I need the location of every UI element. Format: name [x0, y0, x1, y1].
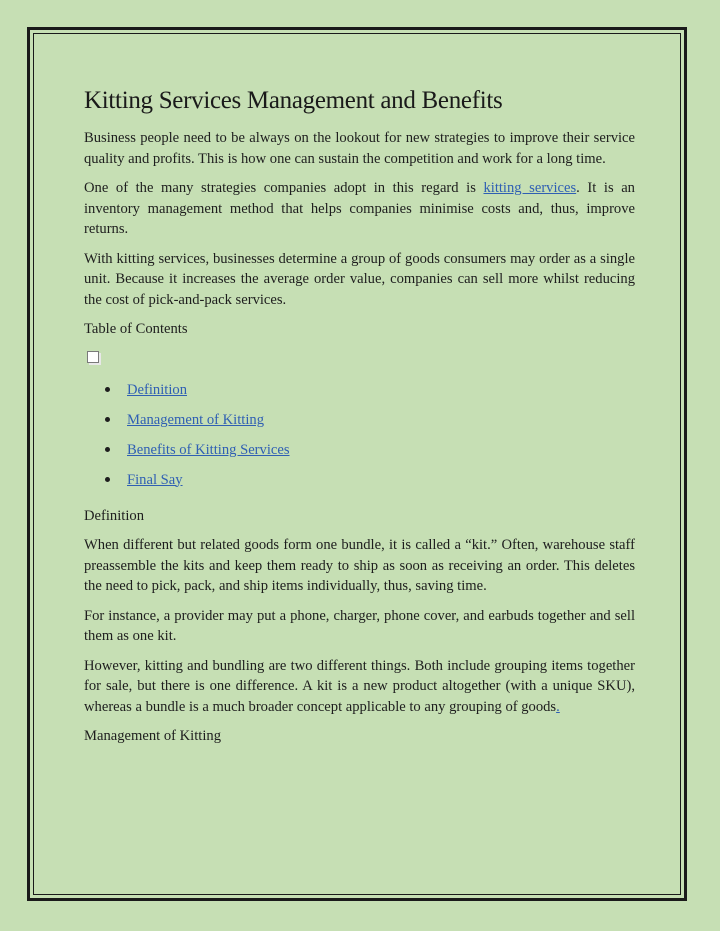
strategy-text-before: One of the many strategies companies adopt in this regard is [84, 180, 484, 196]
toc-link-benefits[interactable]: Benefits of Kitting Services [127, 441, 290, 458]
bullet-icon [105, 387, 110, 392]
kitting-text-before: With [84, 250, 117, 267]
definition-paragraph: When different but related goods form one bundle, it is called a “kit.” Often, warehouse staff preassemble the kits and keep them ready to ship as soon as receiving an order. This deletes the need to pick, pack, and ship items individually, thus, saving time. [84, 537, 635, 594]
toc-list [84, 380, 635, 500]
strategy-paragraph [84, 178, 635, 240]
strategy-text-after: . It is an inventory management method that helps companies minimise costs and, thus, improve returns. [84, 180, 635, 237]
toc-heading: Table of Contents [84, 321, 188, 337]
kitting-paragraph [84, 249, 635, 311]
bundling-text: However, kitting and bundling are two different things. Both include grouping items together for sale, but there is one difference. A kit is a new product altogether (with a unique SKU), whereas a bundle is a much broader concept applicable to any grouping of goods [84, 657, 635, 715]
toc-link-final-say[interactable]: Final Say [127, 471, 183, 488]
management-heading: Management of Kitting [84, 728, 221, 744]
toc-item [84, 440, 635, 470]
intro-paragraph [84, 128, 635, 169]
toc-item [84, 380, 635, 410]
bullet-icon [105, 447, 110, 452]
article-title: Kitting Services Management and Benefits [84, 87, 503, 114]
kitting-services-link[interactable]: kitting services [483, 180, 577, 196]
kitting-services-term: kitting services [116, 250, 206, 267]
bullet-icon [105, 477, 110, 482]
toc-link-management[interactable]: Management of Kitting [127, 411, 264, 428]
kitting-text-after: , businesses determine a group of goods consumers may order as a single unit. Because it increases the average order value, companies can sell more whilst reducing the cost of pick-and-pack services. [84, 250, 635, 308]
broken-image-icon [86, 350, 104, 368]
toc-link-definition[interactable]: Definition [127, 381, 187, 398]
bullet-icon [105, 417, 110, 422]
toc-item [84, 410, 635, 440]
article-content [84, 86, 635, 756]
bundling-period-link[interactable]: . [556, 698, 560, 715]
example-paragraph: For instance, a provider may put a phone, charger, phone cover, and earbuds together and sell them as one kit. [84, 607, 635, 644]
bundling-paragraph [84, 656, 635, 718]
intro-text: Business people need to be always on the lookout for new strategies to improve their service quality and profits. This is how one can sustain the competition and work for a long time. [84, 130, 635, 167]
toc-item [84, 470, 635, 500]
definition-heading: Definition [84, 507, 144, 524]
